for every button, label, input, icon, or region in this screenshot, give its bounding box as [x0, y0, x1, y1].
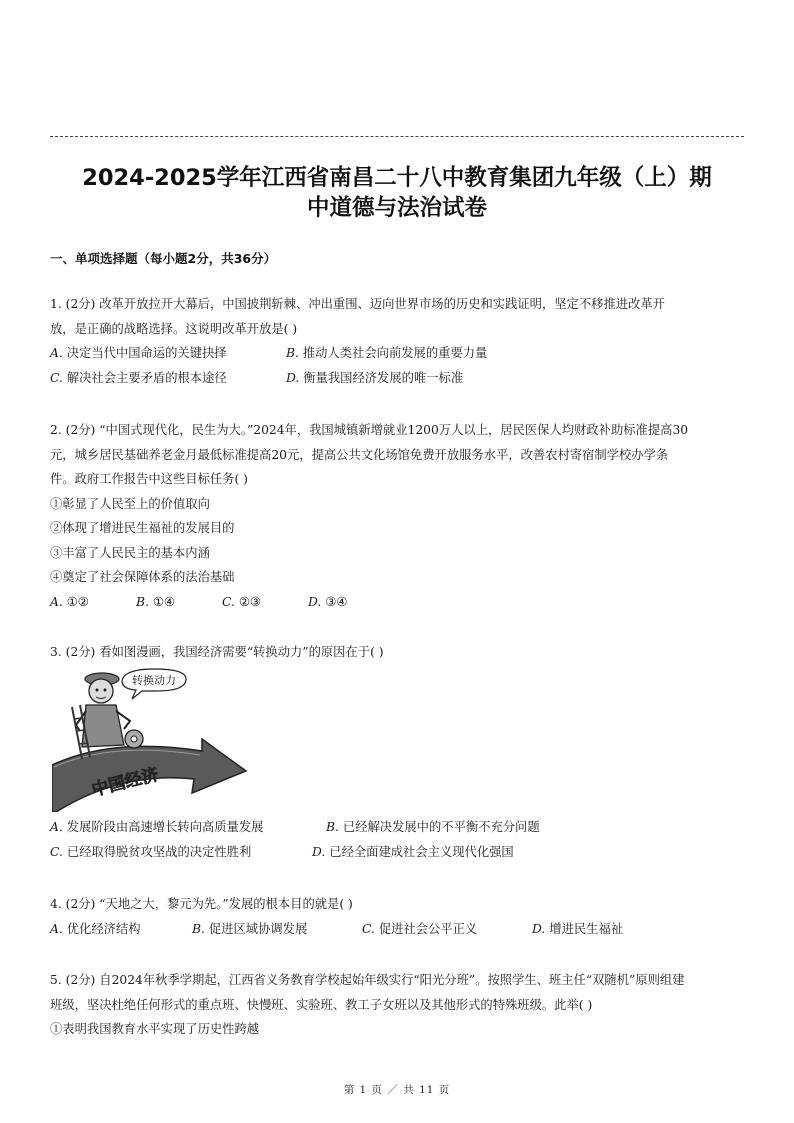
option-c: C. 促进社会公平正义 [362, 921, 478, 936]
title-line-1: 2024-2025学年江西省南昌二十八中教育集团九年级（上）期 [82, 165, 712, 191]
question-text-line: 1. (2分) 改革开放拉开大幕后，中国披荆斩棘、冲出重围、迈向世界市场的历史和实践证明，坚定不移推进改革开 [50, 297, 665, 311]
option-a: A. 优化经济结构 [50, 921, 141, 936]
option-c: C. 解决社会主要矛盾的根本途径 [50, 370, 227, 385]
option-a: A. ①② [50, 594, 89, 609]
arrow-label: 中国经济 [89, 764, 161, 801]
option-c: C. ②③ [222, 594, 261, 609]
option-b: B. ①④ [136, 594, 175, 609]
question-1 [50, 292, 744, 390]
economy-cartoon [52, 667, 248, 812]
question-text-line: 4. (2分) “天地之大，黎元为先。”发展的根本目的就是( ) [50, 897, 353, 911]
option-d: D. 衡量我国经济发展的唯一标准 [286, 370, 464, 385]
options-row [50, 815, 744, 840]
options-row [50, 590, 744, 615]
exam-title [40, 163, 754, 223]
options-row [50, 840, 744, 865]
statement-2: ②体现了增进民生福祉的发展目的 [50, 521, 235, 535]
question-text-line: 件。政府工作报告中这些目标任务( ) [50, 472, 248, 486]
question-3-options [50, 815, 744, 864]
question-2 [50, 418, 744, 614]
option-d: D. 增进民生福祉 [532, 921, 624, 936]
head [89, 679, 113, 703]
question-text-line: 2. (2分) “中国式现代化，民生为大。”2024年，我国城镇新增就业1200万人以上，居民医保人均财政补助标准提高30 [50, 423, 689, 437]
header-dashed-rule [50, 136, 744, 137]
option-b: B. 促进区域协调发展 [192, 921, 308, 936]
option-a: A. 决定当代中国命运的关键抉择 [50, 346, 227, 360]
question-5 [50, 968, 744, 1042]
options-row [50, 366, 744, 391]
question-3 [50, 640, 744, 665]
option-b: B. 已经解决发展中的不平衡不充分问题 [326, 820, 540, 834]
title-line-2: 中道德与法治试卷 [306, 195, 487, 221]
question-text-line: 元，城乡居民基础养老金月最低标准提高20元，提高公共文化场馆免费开放服务水平，改善农村寄宿制学校办学条 [50, 447, 669, 462]
question-text-line: 班级，坚决杜绝任何形式的重点班、快慢班、实验班、教工子女班以及其他形式的特殊班级。此举( ) [50, 997, 593, 1012]
option-c: C. 已经取得脱贫攻坚战的决定性胜利 [50, 844, 252, 859]
page-footer: 第 1 页 ／ 共 11 页 [343, 1084, 451, 1096]
option-d: D. 已经全面建成社会主义现代化强国 [312, 844, 514, 859]
option-b: B. 推动人类社会向前发展的重要力量 [286, 346, 488, 360]
statement-1: ①表明我国教育水平实现了历史性跨越 [50, 1022, 260, 1036]
question-text-line: 放，是正确的战略选择。这说明改革开放是( ) [50, 321, 298, 336]
option-d: D. ③④ [308, 594, 348, 609]
statement-1: ①彰显了人民至上的价值取向 [50, 496, 210, 511]
option-a: A. 发展阶段由高速增长转向高质量发展 [50, 820, 264, 834]
bubble-text: 转换动力 [132, 674, 176, 687]
statement-3: ③丰富了人民民主的基本内涵 [50, 545, 210, 560]
question-text-line: 5. (2分) 自2024年秋季学期起，江西省义务教育学校起始年级实行“阳光分班”。按照学生、班主任“双随机”原则组建 [50, 973, 685, 987]
statement-4: ④奠定了社会保障体系的法治基础 [50, 570, 235, 584]
question-text-line: 3. (2分) 看如图漫画，我国经济需要“转换动力”的原因在于( ) [50, 645, 384, 659]
section-heading: 一、单项选择题（每小题2分，共36分） [50, 251, 277, 266]
question-4 [50, 892, 744, 941]
options-row [50, 341, 744, 366]
options-row [50, 917, 744, 942]
